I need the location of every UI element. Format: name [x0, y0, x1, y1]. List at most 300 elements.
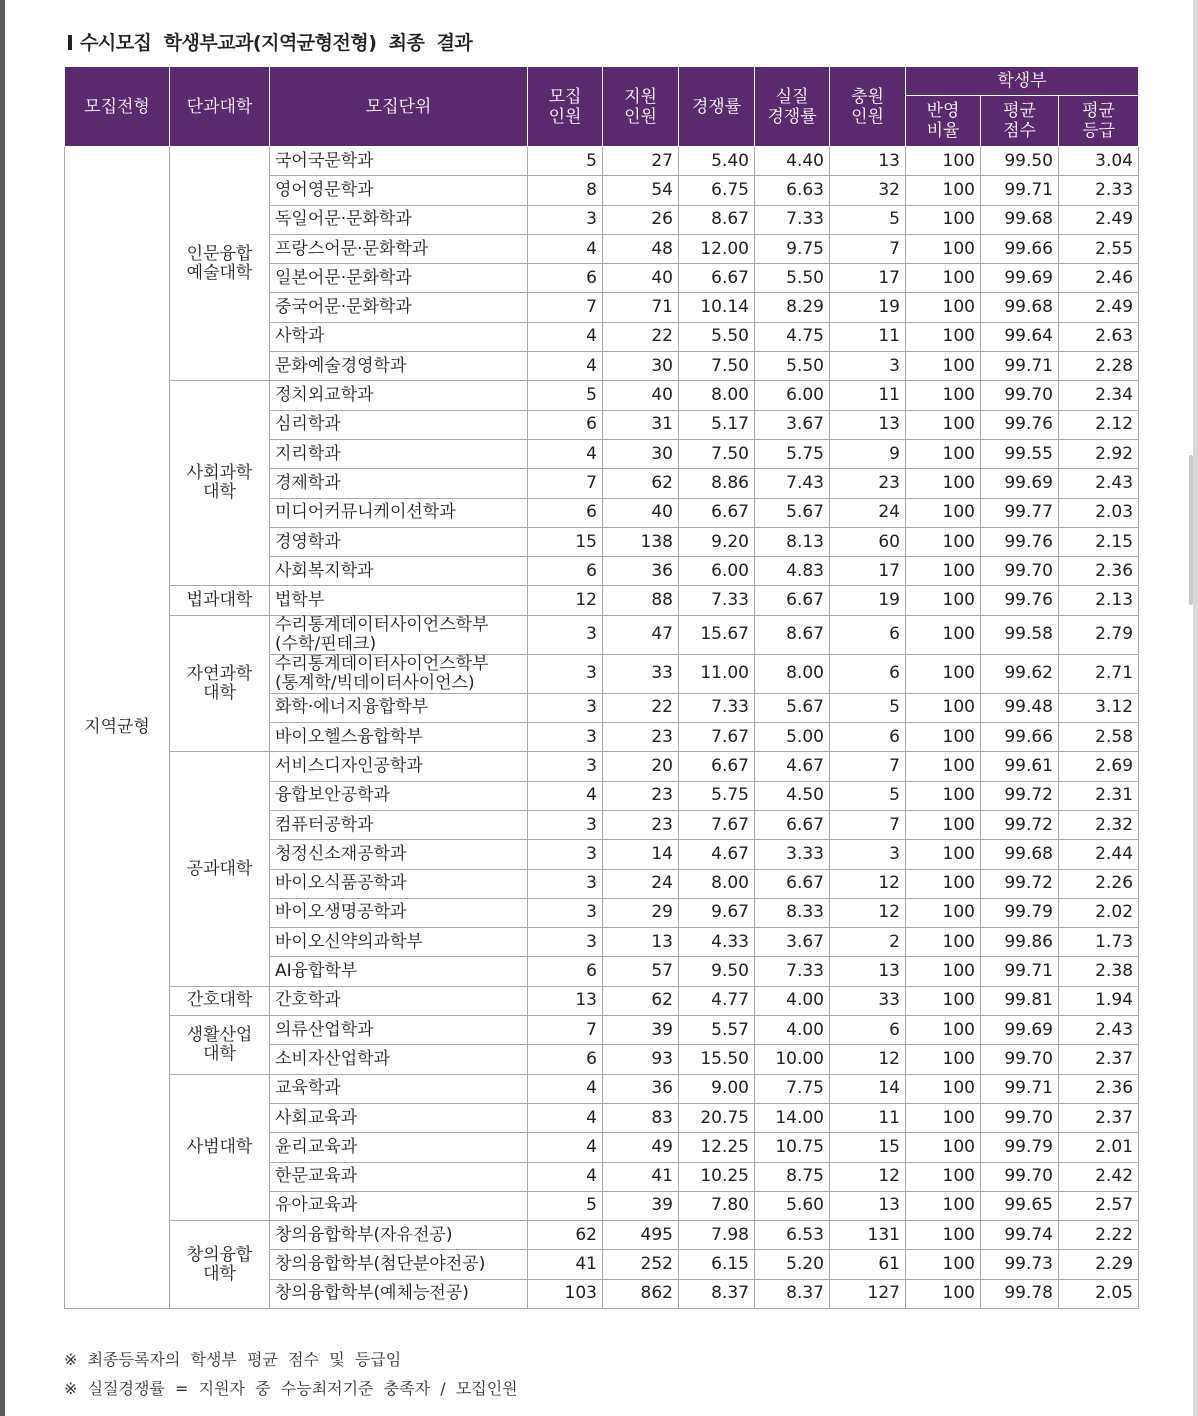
extra-cell: 24	[830, 498, 906, 527]
quota-cell: 3	[528, 840, 603, 869]
ratio-cell: 5.75	[679, 781, 755, 810]
unit-cell: 바이오헬스융합학부	[270, 723, 528, 752]
extra-cell: 19	[830, 293, 906, 322]
unit-cell: 화학·에너지융합학부	[270, 693, 528, 722]
ratio-cell: 7.33	[679, 586, 755, 615]
quota-cell: 4	[528, 781, 603, 810]
table-row	[65, 586, 1139, 615]
avg-grade-cell: 2.69	[1059, 752, 1139, 781]
avg-score-cell: 99.71	[981, 1074, 1059, 1103]
header-avg-score: 평균 점수	[981, 96, 1059, 147]
college-cell: 공과대학	[170, 752, 270, 986]
quota-cell: 6	[528, 498, 603, 527]
applicants-cell: 22	[603, 322, 679, 351]
extra-cell: 127	[830, 1279, 906, 1308]
avg-score-cell: 99.64	[981, 322, 1059, 351]
unit-cell: 창의융합학부(자유전공)	[270, 1221, 528, 1250]
avg-score-cell: 99.61	[981, 752, 1059, 781]
real-ratio-cell: 8.67	[755, 615, 830, 654]
avg-score-cell: 99.79	[981, 898, 1059, 927]
quota-cell: 4	[528, 439, 603, 468]
real-ratio-cell: 6.53	[755, 1221, 830, 1250]
applicants-cell: 495	[603, 1221, 679, 1250]
applicants-cell: 40	[603, 264, 679, 293]
window-left-edge	[0, 0, 5, 1416]
extra-cell: 13	[830, 1191, 906, 1220]
extra-cell: 12	[830, 869, 906, 898]
reflect-cell: 100	[906, 147, 981, 176]
table-row	[65, 1016, 1139, 1045]
avg-score-cell: 99.77	[981, 498, 1059, 527]
ratio-cell: 5.50	[679, 322, 755, 351]
unit-cell: 융합보안공학과	[270, 781, 528, 810]
quota-cell: 13	[528, 986, 603, 1015]
extra-cell: 6	[830, 615, 906, 654]
quota-cell: 5	[528, 1191, 603, 1220]
unit-cell: 바이오식품공학과	[270, 869, 528, 898]
unit-cell: 유아교육과	[270, 1191, 528, 1220]
ratio-cell: 5.40	[679, 147, 755, 176]
applicants-cell: 26	[603, 205, 679, 234]
applicants-cell: 39	[603, 1191, 679, 1220]
applicants-cell: 31	[603, 410, 679, 439]
reflect-cell: 100	[906, 986, 981, 1015]
real-ratio-cell: 3.33	[755, 840, 830, 869]
real-ratio-cell: 9.75	[755, 234, 830, 263]
extra-cell: 61	[830, 1250, 906, 1279]
applicants-cell: 23	[603, 723, 679, 752]
applicants-cell: 41	[603, 1162, 679, 1191]
ratio-cell: 12.25	[679, 1133, 755, 1162]
unit-cell: 프랑스어문·문화학과	[270, 234, 528, 263]
avg-grade-cell: 2.13	[1059, 586, 1139, 615]
quota-cell: 7	[528, 293, 603, 322]
real-ratio-cell: 8.37	[755, 1279, 830, 1308]
reflect-cell: 100	[906, 469, 981, 498]
college-cell: 법과대학	[170, 586, 270, 615]
ratio-cell: 20.75	[679, 1103, 755, 1132]
quota-cell: 3	[528, 869, 603, 898]
quota-cell: 6	[528, 1045, 603, 1074]
extra-cell: 6	[830, 1016, 906, 1045]
real-ratio-cell: 5.67	[755, 693, 830, 722]
avg-grade-cell: 2.15	[1059, 527, 1139, 556]
applicants-cell: 57	[603, 957, 679, 986]
avg-score-cell: 99.86	[981, 928, 1059, 957]
unit-cell: 경영학과	[270, 527, 528, 556]
reflect-cell: 100	[906, 654, 981, 693]
avg-grade-cell: 2.55	[1059, 234, 1139, 263]
extra-cell: 13	[830, 957, 906, 986]
applicants-cell: 30	[603, 352, 679, 381]
quota-cell: 15	[528, 527, 603, 556]
reflect-cell: 100	[906, 410, 981, 439]
unit-cell: 지리학과	[270, 439, 528, 468]
real-ratio-cell: 10.00	[755, 1045, 830, 1074]
reflect-cell: 100	[906, 264, 981, 293]
avg-grade-cell: 2.42	[1059, 1162, 1139, 1191]
real-ratio-cell: 5.50	[755, 264, 830, 293]
avg-score-cell: 99.70	[981, 557, 1059, 586]
reflect-cell: 100	[906, 752, 981, 781]
avg-grade-cell: 2.36	[1059, 1074, 1139, 1103]
unit-cell: 수리통계데이터사이언스학부 (수학/핀테크)	[270, 615, 528, 654]
extra-cell: 5	[830, 693, 906, 722]
applicants-cell: 40	[603, 498, 679, 527]
avg-grade-cell: 2.43	[1059, 469, 1139, 498]
avg-grade-cell: 2.01	[1059, 1133, 1139, 1162]
avg-score-cell: 99.62	[981, 654, 1059, 693]
unit-cell: 의류산업학과	[270, 1016, 528, 1045]
avg-score-cell: 99.74	[981, 1221, 1059, 1250]
unit-cell: 청정신소재공학과	[270, 840, 528, 869]
ratio-cell: 8.37	[679, 1279, 755, 1308]
extra-cell: 11	[830, 1103, 906, 1132]
reflect-cell: 100	[906, 957, 981, 986]
quota-cell: 103	[528, 1279, 603, 1308]
real-ratio-cell: 4.75	[755, 322, 830, 351]
unit-cell: 사학과	[270, 322, 528, 351]
reflect-cell: 100	[906, 810, 981, 839]
avg-grade-cell: 2.79	[1059, 615, 1139, 654]
real-ratio-cell: 7.43	[755, 469, 830, 498]
quota-cell: 5	[528, 381, 603, 410]
college-cell: 창의융합 대학	[170, 1221, 270, 1309]
applicants-cell: 22	[603, 693, 679, 722]
unit-cell: 국어국문학과	[270, 147, 528, 176]
unit-cell: 한문교육과	[270, 1162, 528, 1191]
avg-score-cell: 99.66	[981, 234, 1059, 263]
unit-cell: 중국어문·문화학과	[270, 293, 528, 322]
avg-grade-cell: 2.22	[1059, 1221, 1139, 1250]
unit-cell: 소비자산업학과	[270, 1045, 528, 1074]
quota-cell: 6	[528, 410, 603, 439]
reflect-cell: 100	[906, 234, 981, 263]
applicants-cell: 13	[603, 928, 679, 957]
ratio-cell: 7.98	[679, 1221, 755, 1250]
real-ratio-cell: 5.50	[755, 352, 830, 381]
reflect-cell: 100	[906, 693, 981, 722]
avg-score-cell: 99.50	[981, 147, 1059, 176]
ratio-cell: 4.67	[679, 840, 755, 869]
reflect-cell: 100	[906, 1279, 981, 1308]
avg-score-cell: 99.66	[981, 723, 1059, 752]
extra-cell: 17	[830, 557, 906, 586]
avg-grade-cell: 2.33	[1059, 176, 1139, 205]
real-ratio-cell: 6.67	[755, 810, 830, 839]
ratio-cell: 7.67	[679, 810, 755, 839]
extra-cell: 6	[830, 723, 906, 752]
real-ratio-cell: 6.00	[755, 381, 830, 410]
quota-cell: 8	[528, 176, 603, 205]
avg-score-cell: 99.78	[981, 1279, 1059, 1308]
avg-score-cell: 99.72	[981, 781, 1059, 810]
header-quota: 모집 인원	[528, 67, 603, 147]
avg-score-cell: 99.76	[981, 586, 1059, 615]
avg-grade-cell: 2.49	[1059, 293, 1139, 322]
real-ratio-cell: 8.00	[755, 654, 830, 693]
applicants-cell: 40	[603, 381, 679, 410]
header-unit: 모집단위	[270, 67, 528, 147]
college-cell: 사범대학	[170, 1074, 270, 1220]
ratio-cell: 4.33	[679, 928, 755, 957]
unit-cell: 교육학과	[270, 1074, 528, 1103]
reflect-cell: 100	[906, 615, 981, 654]
extra-cell: 19	[830, 586, 906, 615]
real-ratio-cell: 8.29	[755, 293, 830, 322]
applicants-cell: 14	[603, 840, 679, 869]
real-ratio-cell: 8.13	[755, 527, 830, 556]
unit-cell: 창의융합학부(예체능전공)	[270, 1279, 528, 1308]
applicants-cell: 48	[603, 234, 679, 263]
extra-cell: 15	[830, 1133, 906, 1162]
applicants-cell: 47	[603, 615, 679, 654]
ratio-cell: 6.67	[679, 498, 755, 527]
applicants-cell: 27	[603, 147, 679, 176]
reflect-cell: 100	[906, 293, 981, 322]
reflect-cell: 100	[906, 1074, 981, 1103]
ratio-cell: 7.67	[679, 723, 755, 752]
results-table	[64, 66, 1139, 1309]
ratio-cell: 8.86	[679, 469, 755, 498]
extra-cell: 12	[830, 898, 906, 927]
extra-cell: 17	[830, 264, 906, 293]
avg-score-cell: 99.69	[981, 264, 1059, 293]
reflect-cell: 100	[906, 439, 981, 468]
reflect-cell: 100	[906, 840, 981, 869]
quota-cell: 3	[528, 615, 603, 654]
quota-cell: 3	[528, 723, 603, 752]
applicants-cell: 83	[603, 1103, 679, 1132]
real-ratio-cell: 5.75	[755, 439, 830, 468]
avg-grade-cell: 2.34	[1059, 381, 1139, 410]
real-ratio-cell: 4.83	[755, 557, 830, 586]
avg-grade-cell: 2.71	[1059, 654, 1139, 693]
avg-score-cell: 99.70	[981, 381, 1059, 410]
unit-cell: AI융합학부	[270, 957, 528, 986]
unit-cell: 영어영문학과	[270, 176, 528, 205]
avg-score-cell: 99.70	[981, 1103, 1059, 1132]
quota-cell: 3	[528, 928, 603, 957]
unit-cell: 수리통계데이터사이언스학부 (통계학/빅데이터사이언스)	[270, 654, 528, 693]
ratio-cell: 12.00	[679, 234, 755, 263]
applicants-cell: 138	[603, 527, 679, 556]
applicants-cell: 54	[603, 176, 679, 205]
applicants-cell: 252	[603, 1250, 679, 1279]
applicants-cell: 36	[603, 1074, 679, 1103]
quota-cell: 4	[528, 1162, 603, 1191]
applicants-cell: 24	[603, 869, 679, 898]
quota-cell: 4	[528, 322, 603, 351]
ratio-cell: 5.17	[679, 410, 755, 439]
table-row	[65, 986, 1139, 1015]
real-ratio-cell: 7.75	[755, 1074, 830, 1103]
avg-score-cell: 99.79	[981, 1133, 1059, 1162]
avg-score-cell: 99.58	[981, 615, 1059, 654]
ratio-cell: 9.20	[679, 527, 755, 556]
reflect-cell: 100	[906, 1162, 981, 1191]
extra-cell: 12	[830, 1162, 906, 1191]
real-ratio-cell: 3.67	[755, 410, 830, 439]
avg-score-cell: 99.76	[981, 527, 1059, 556]
title-bar-icon	[68, 35, 72, 50]
reflect-cell: 100	[906, 586, 981, 615]
real-ratio-cell: 7.33	[755, 957, 830, 986]
quota-cell: 4	[528, 1133, 603, 1162]
applicants-cell: 30	[603, 439, 679, 468]
ratio-cell: 8.00	[679, 869, 755, 898]
unit-cell: 창의융합학부(첨단분야전공)	[270, 1250, 528, 1279]
reflect-cell: 100	[906, 381, 981, 410]
unit-cell: 컴퓨터공학과	[270, 810, 528, 839]
avg-grade-cell: 2.46	[1059, 264, 1139, 293]
applicants-cell: 20	[603, 752, 679, 781]
ratio-cell: 11.00	[679, 654, 755, 693]
applicants-cell: 71	[603, 293, 679, 322]
real-ratio-cell: 6.63	[755, 176, 830, 205]
table-row	[65, 1221, 1139, 1250]
ratio-cell: 4.77	[679, 986, 755, 1015]
avg-grade-cell: 2.36	[1059, 557, 1139, 586]
avg-score-cell: 99.65	[981, 1191, 1059, 1220]
avg-grade-cell: 2.12	[1059, 410, 1139, 439]
avg-grade-cell: 2.26	[1059, 869, 1139, 898]
table-row	[65, 1074, 1139, 1103]
applicants-cell: 49	[603, 1133, 679, 1162]
quota-cell: 3	[528, 810, 603, 839]
real-ratio-cell: 5.67	[755, 498, 830, 527]
extra-cell: 131	[830, 1221, 906, 1250]
reflect-cell: 100	[906, 205, 981, 234]
avg-score-cell: 99.68	[981, 205, 1059, 234]
scrollbar-thumb[interactable]	[1189, 455, 1193, 605]
real-ratio-cell: 14.00	[755, 1103, 830, 1132]
extra-cell: 13	[830, 410, 906, 439]
reflect-cell: 100	[906, 723, 981, 752]
quota-cell: 7	[528, 1016, 603, 1045]
unit-cell: 바이오신약의과학부	[270, 928, 528, 957]
unit-cell: 바이오생명공학과	[270, 898, 528, 927]
ratio-cell: 6.15	[679, 1250, 755, 1279]
avg-grade-cell: 2.37	[1059, 1103, 1139, 1132]
reflect-cell: 100	[906, 928, 981, 957]
track-cell: 지역균형	[65, 147, 170, 1309]
applicants-cell: 29	[603, 898, 679, 927]
unit-cell: 독일어문·문화학과	[270, 205, 528, 234]
extra-cell: 12	[830, 1045, 906, 1074]
page-title-text: 수시모집 학생부교과(지역균형전형) 최종 결과	[80, 32, 473, 54]
quota-cell: 3	[528, 752, 603, 781]
ratio-cell: 15.50	[679, 1045, 755, 1074]
real-ratio-cell: 4.40	[755, 147, 830, 176]
extra-cell: 7	[830, 752, 906, 781]
quota-cell: 6	[528, 957, 603, 986]
avg-grade-cell: 2.31	[1059, 781, 1139, 810]
quota-cell: 62	[528, 1221, 603, 1250]
quota-cell: 3	[528, 693, 603, 722]
avg-grade-cell: 2.43	[1059, 1016, 1139, 1045]
unit-cell: 심리학과	[270, 410, 528, 439]
reflect-cell: 100	[906, 176, 981, 205]
avg-grade-cell: 2.29	[1059, 1250, 1139, 1279]
avg-score-cell: 99.70	[981, 1045, 1059, 1074]
extra-cell: 9	[830, 439, 906, 468]
reflect-cell: 100	[906, 322, 981, 351]
quota-cell: 41	[528, 1250, 603, 1279]
real-ratio-cell: 3.67	[755, 928, 830, 957]
applicants-cell: 62	[603, 986, 679, 1015]
avg-grade-cell: 2.92	[1059, 439, 1139, 468]
real-ratio-cell: 8.75	[755, 1162, 830, 1191]
ratio-cell: 7.50	[679, 439, 755, 468]
avg-score-cell: 99.81	[981, 986, 1059, 1015]
reflect-cell: 100	[906, 898, 981, 927]
avg-score-cell: 99.55	[981, 439, 1059, 468]
avg-grade-cell: 2.37	[1059, 1045, 1139, 1074]
avg-grade-cell: 2.49	[1059, 205, 1139, 234]
avg-grade-cell: 2.63	[1059, 322, 1139, 351]
ratio-cell: 7.50	[679, 352, 755, 381]
avg-score-cell: 99.73	[981, 1250, 1059, 1279]
college-cell: 자연과학 대학	[170, 615, 270, 752]
extra-cell: 32	[830, 176, 906, 205]
header-record-group: 학생부	[906, 67, 1139, 96]
footnote-1: ※ 최종등록자의 학생부 평균 점수 및 등급임	[64, 1350, 402, 1369]
avg-score-cell: 99.72	[981, 869, 1059, 898]
avg-grade-cell: 2.58	[1059, 723, 1139, 752]
avg-score-cell: 99.71	[981, 957, 1059, 986]
real-ratio-cell: 5.00	[755, 723, 830, 752]
avg-score-cell: 99.72	[981, 810, 1059, 839]
extra-cell: 60	[830, 527, 906, 556]
avg-grade-cell: 1.94	[1059, 986, 1139, 1015]
reflect-cell: 100	[906, 352, 981, 381]
ratio-cell: 7.80	[679, 1191, 755, 1220]
avg-grade-cell: 2.02	[1059, 898, 1139, 927]
reflect-cell: 100	[906, 557, 981, 586]
real-ratio-cell: 7.33	[755, 205, 830, 234]
applicants-cell: 862	[603, 1279, 679, 1308]
avg-grade-cell: 2.38	[1059, 957, 1139, 986]
unit-cell: 미디어커뮤니케이션학과	[270, 498, 528, 527]
reflect-cell: 100	[906, 869, 981, 898]
header-applicants: 지원 인원	[603, 67, 679, 147]
real-ratio-cell: 6.67	[755, 586, 830, 615]
college-cell: 생활산업 대학	[170, 1016, 270, 1075]
header-reflect: 반영 비율	[906, 96, 981, 147]
applicants-cell: 23	[603, 781, 679, 810]
header-ratio: 경쟁률	[679, 67, 755, 147]
ratio-cell: 6.75	[679, 176, 755, 205]
extra-cell: 7	[830, 234, 906, 263]
avg-grade-cell: 3.12	[1059, 693, 1139, 722]
ratio-cell: 6.00	[679, 557, 755, 586]
ratio-cell: 5.57	[679, 1016, 755, 1045]
unit-cell: 사회교육과	[270, 1103, 528, 1132]
real-ratio-cell: 6.67	[755, 869, 830, 898]
unit-cell: 법학부	[270, 586, 528, 615]
header-extra: 충원 인원	[830, 67, 906, 147]
quota-cell: 6	[528, 264, 603, 293]
quota-cell: 4	[528, 352, 603, 381]
ratio-cell: 6.67	[679, 752, 755, 781]
avg-score-cell: 99.48	[981, 693, 1059, 722]
header-avg-grade: 평균 등급	[1059, 96, 1139, 147]
scrollbar-track[interactable]	[1193, 0, 1198, 1416]
avg-grade-cell: 3.04	[1059, 147, 1139, 176]
extra-cell: 7	[830, 810, 906, 839]
applicants-cell: 23	[603, 810, 679, 839]
